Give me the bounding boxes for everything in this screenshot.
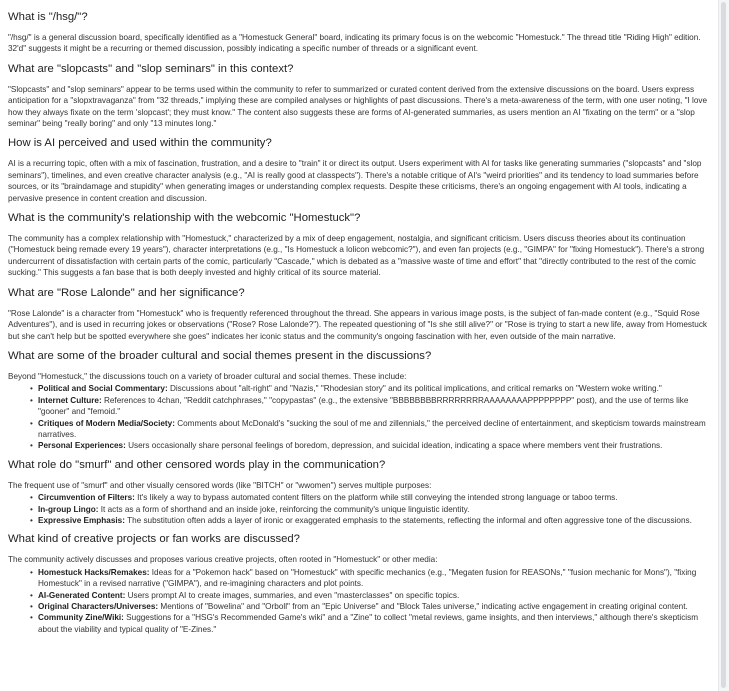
section-heading: What are "Rose Lalonde" and her significance? [8, 286, 245, 299]
bullet-icon: • [30, 567, 33, 577]
bullet-item [32, 440, 712, 451]
bullet-icon: • [30, 613, 33, 623]
bullet-icon: • [30, 418, 33, 428]
bullet-item [32, 515, 712, 526]
bullet-item [32, 395, 712, 418]
section-heading: What are "slopcasts" and "slop seminars" in this context? [8, 62, 294, 75]
bullet-text: Comments about McDonald's "sucking the soul of me and zillennials," the perceived decline of entertainment, and skepticism towards mainstream narratives. [38, 418, 706, 439]
bullet-text: Ideas for a "Pokemon hack" based on "Homestuck" with specific mechanics (e.g., "Megaten fusion for REASONs," "fusion mechanic for Mons"), "fixing Homestuck" in a revised narrative ("GIMPA"), and re-imagining characters and plot points. [38, 567, 697, 589]
bullet-item [32, 504, 712, 515]
document [8, 10, 712, 641]
bullet-icon: • [30, 493, 33, 503]
bullet-label: Homestuck Hacks/Remakes: [38, 567, 150, 577]
bullet-item [32, 601, 712, 612]
bullet-icon: • [30, 590, 33, 600]
section-heading: How is AI perceived and used within the community? [8, 137, 272, 150]
bullet-icon: • [30, 602, 33, 611]
bullet-label: Internet Culture: [38, 395, 102, 405]
bullet-label: AI-Generated Content: [38, 590, 126, 600]
bullet-text: References to 4chan, "Reddit catchphrases," "copypastas" (e.g., the extensive "BBBBBBBBRRRRRRRRAAAAAAAAPPPPPPPP" post), and the use of terms like "gooner" and "femoid." [38, 395, 689, 417]
bullet-text: Users prompt AI to create images, summaries, and even "masterclasses" on specific topics. [125, 590, 460, 600]
bullet-label: Expressive Emphasis: [38, 515, 125, 525]
bullet-list [32, 567, 712, 635]
section-paragraph: Beyond "Homestuck," the discussions touch on a variety of broader cultural and social themes. These include: [8, 371, 407, 381]
section-paragraph: "/hsg/" is a general discussion board, specifically identified as a "Homestuck General" board, indicating its primary focus is on the webcomic "Homestuck." The thread title "Riding High" edition. 32'd" suggests it might be a recurring or themed discussion, possibly indicating a specific number of threads or a significant event. [8, 33, 701, 54]
section-heading: What kind of creative projects or fan works are discussed? [8, 533, 300, 546]
bullet-icon: • [30, 504, 33, 514]
bullet-item [32, 590, 712, 601]
bullet-icon: • [30, 395, 33, 405]
bullet-text: Mentions of "Bowelina" and "Orboll" from an "Epic Universe" and "Block Tales universe," indicating active engagement in creating original content. [158, 602, 688, 611]
bullet-text: It acts as a form of shorthand and an inside joke, reinforcing the community's unique linguistic identity. [98, 504, 470, 514]
bullet-icon: • [30, 515, 33, 525]
bullet-text: Suggestions for a "HSG's Recommended Game's wiki" and a "Zine" to collect "metal reviews, game insights, and then interviews," although there's skepticism about the viability and typical quality of "E-Zines." [38, 613, 699, 634]
bullet-item [32, 567, 712, 590]
bullet-icon: • [30, 384, 33, 394]
bullet-item [32, 383, 712, 394]
bullet-list [32, 383, 712, 451]
bullet-item [32, 492, 712, 503]
vertical-scrollbar[interactable] [718, 0, 729, 691]
bullet-label: Community Zine/Wiki: [38, 613, 124, 623]
section-paragraph: AI is a recurring topic, often with a mix of fascination, frustration, and a desire to "train" it or direct its output. Users experiment with AI for tasks like generating summaries ("slopcasts" and "slop seminars"), timelines, and even creative character analysis (e.g., "AI is really good at classpects"). There's a notable critique of AI's "weird priorities" and its tendency to load summaries before sources, or its "braindamage and stupidity" when generating images or understanding complex requests. Despite these criticisms, there's an ongoing engagement with AI tools, indicating a pervasive presence in content creation and discussion. [8, 159, 702, 203]
bullet-label: Original Characters/Universes: [38, 602, 159, 611]
bullet-label: Circumvention of Filters: [38, 493, 135, 503]
scrollbar-thumb[interactable] [721, 2, 726, 688]
bullet-list [32, 492, 712, 526]
bullet-icon: • [30, 441, 33, 451]
bullet-item [32, 612, 712, 635]
section-paragraph: "Slopcasts" and "slop seminars" appear to be terms used within the community to refer to summarized or curated content derived from the extensive discussions on the board. Users express anticipation for a "slopxtravaganza" from "32 threads," implying these are compiled analyses or highlights of past discussions. There's a meta-awareness of the term, with one user noting, "I love how they always fixate on the term 'slopcast'; they must know." The content also suggests these are forms of AI-generated summaries, as users mention an AI "fixating on the term" or a "slop seminar" being "really boring" and only "13 minutes long." [8, 84, 708, 129]
bullet-text: Users occasionally share personal feelings of boredom, depression, and suicidal ideation, indicating a space where members vent their frustrations. [125, 441, 663, 451]
bullet-text: The substitution often adds a layer of ironic or exaggerated emphasis to the statements, reflecting the informal and often aggressive tone of the discussions. [124, 515, 692, 525]
bullet-label: In-group Lingo: [38, 504, 99, 514]
section-heading: What are some of the broader cultural and social themes present in the discussions? [8, 349, 432, 362]
section-heading: What is "/hsg/"? [8, 11, 88, 23]
section-paragraph: The frequent use of "smurf" and other visually censored words (like "BITCH" or "wwomen") serves multiple purposes: [8, 480, 432, 490]
section-heading: What role do "smurf" and other censored words play in the communication? [8, 458, 386, 471]
section-paragraph: The community has a complex relationship with "Homestuck," characterized by a mix of deep engagement, nostalgia, and significant criticism. Users discuss theories about its continuation ("Homestuck being remade every 19 years"), character interpretations (e.g., "Is Homestuck a lolicon webcomic?"), and even fan projects (e.g., "GIMPA" for "fixing Homestuck"). There's a strong undercurrent of dissatisfaction with certain parts of the comic, particularly "Cascade," which is debated as a "massive waste of time and effort" that "directly contributed to the rest of the comic sucking." This suggests a fan base that is both deeply invested and highly critical of its source material. [8, 234, 705, 278]
bullet-label: Critiques of Modern Media/Society: [38, 418, 175, 428]
section-heading: What is the community's relationship with the webcomic "Homestuck"? [8, 212, 361, 225]
section-paragraph: "Rose Lalonde" is a character from "Homestuck" who is frequently referenced throughout the thread. She appears in various image posts, is the subject of fan-made content (e.g., "Squid Rose Adventures"), and is used in recurring jokes or observations ("Rose? Rose Lalonde?"). The repeated questioning of "Is she still alive?" or "Rose is trying to start a new life, away from Homestuck but she can't help but be spotted everywhere she goes" indicates her iconic status and the community's ongoing fascination with her, even outside of the main narrative. [8, 308, 708, 341]
bullet-text: Discussions about "alt-right" and "Nazis," "Rhodesian story" and its political implications, and critical remarks on "Western woke writing." [167, 384, 662, 394]
bullet-label: Personal Experiences: [38, 441, 126, 451]
bullet-label: Political and Social Commentary: [38, 384, 168, 394]
section-paragraph: The community actively discusses and proposes various creative projects, often rooted in "Homestuck" or other media: [8, 555, 438, 565]
bullet-item [32, 418, 712, 441]
bullet-text: It's likely a way to bypass automated content filters on the platform while still conveying the intended strong language or taboo terms. [134, 493, 618, 503]
